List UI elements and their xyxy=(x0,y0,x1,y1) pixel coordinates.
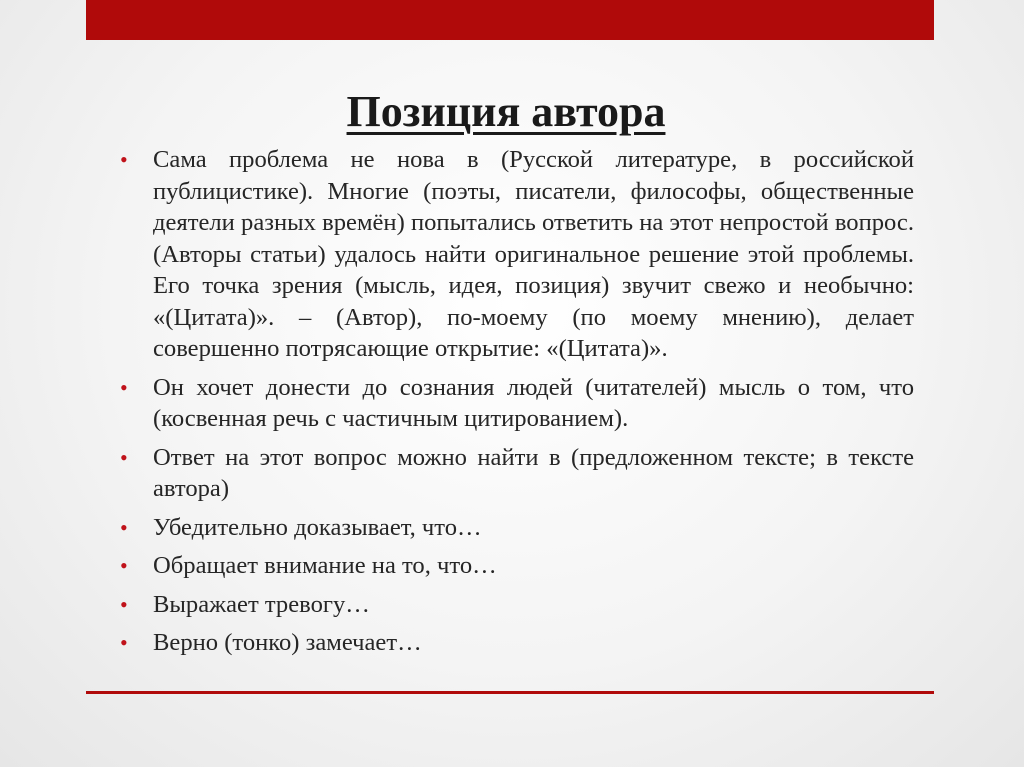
bullet-text: Он хочет донести до сознания людей (читателей) мысль о том, что (косвенная речь с частичным цитированием). xyxy=(153,373,914,432)
bullet-item xyxy=(118,550,914,582)
bullet-text: Верно (тонко) замечает… xyxy=(153,629,422,656)
bullet-icon: • xyxy=(120,630,128,655)
bullet-item xyxy=(118,144,914,365)
bullet-item xyxy=(118,589,914,621)
bullet-list xyxy=(118,144,914,659)
top-accent-band xyxy=(86,0,934,40)
bottom-accent-rule xyxy=(86,691,934,694)
bullet-icon: • xyxy=(120,444,128,470)
slide-title: Позиция автора xyxy=(346,87,666,136)
bullet-icon: • xyxy=(120,374,128,400)
bullet-item xyxy=(118,512,914,544)
bullet-item xyxy=(118,442,914,505)
bullet-icon: • xyxy=(120,591,128,617)
bullet-icon: • xyxy=(120,514,128,540)
bullet-text: Выражает тревогу… xyxy=(153,590,370,618)
bullet-item xyxy=(118,372,914,435)
bullet-text: Убедительно доказывает, что… xyxy=(153,513,482,541)
bullet-text: Обращает внимание на то, что… xyxy=(153,552,497,579)
bullet-icon: • xyxy=(120,553,128,578)
slide-content xyxy=(118,144,914,666)
bullet-text: Сама проблема не нова в (Русской литературе, в российской публицистике). Многие (поэты, писатели, философы, общественные деятели разных времён) попытались ответить на этот непростой вопрос. (Авторы статьи) удалось найти оригинальное решение этой проблемы. Его точка зрения (мысль, идея, позиция) звучит свежо и необычно: «(Цитата)». – (Автор), по-моему (по моему мнению), делает совершенно потрясающие открытие: «(Цитата)». xyxy=(153,146,914,362)
bullet-item xyxy=(118,627,914,659)
bullet-icon: • xyxy=(120,147,128,172)
bullet-text: Ответ на этот вопрос можно найти в (предложенном тексте; в тексте автора) xyxy=(153,443,914,502)
